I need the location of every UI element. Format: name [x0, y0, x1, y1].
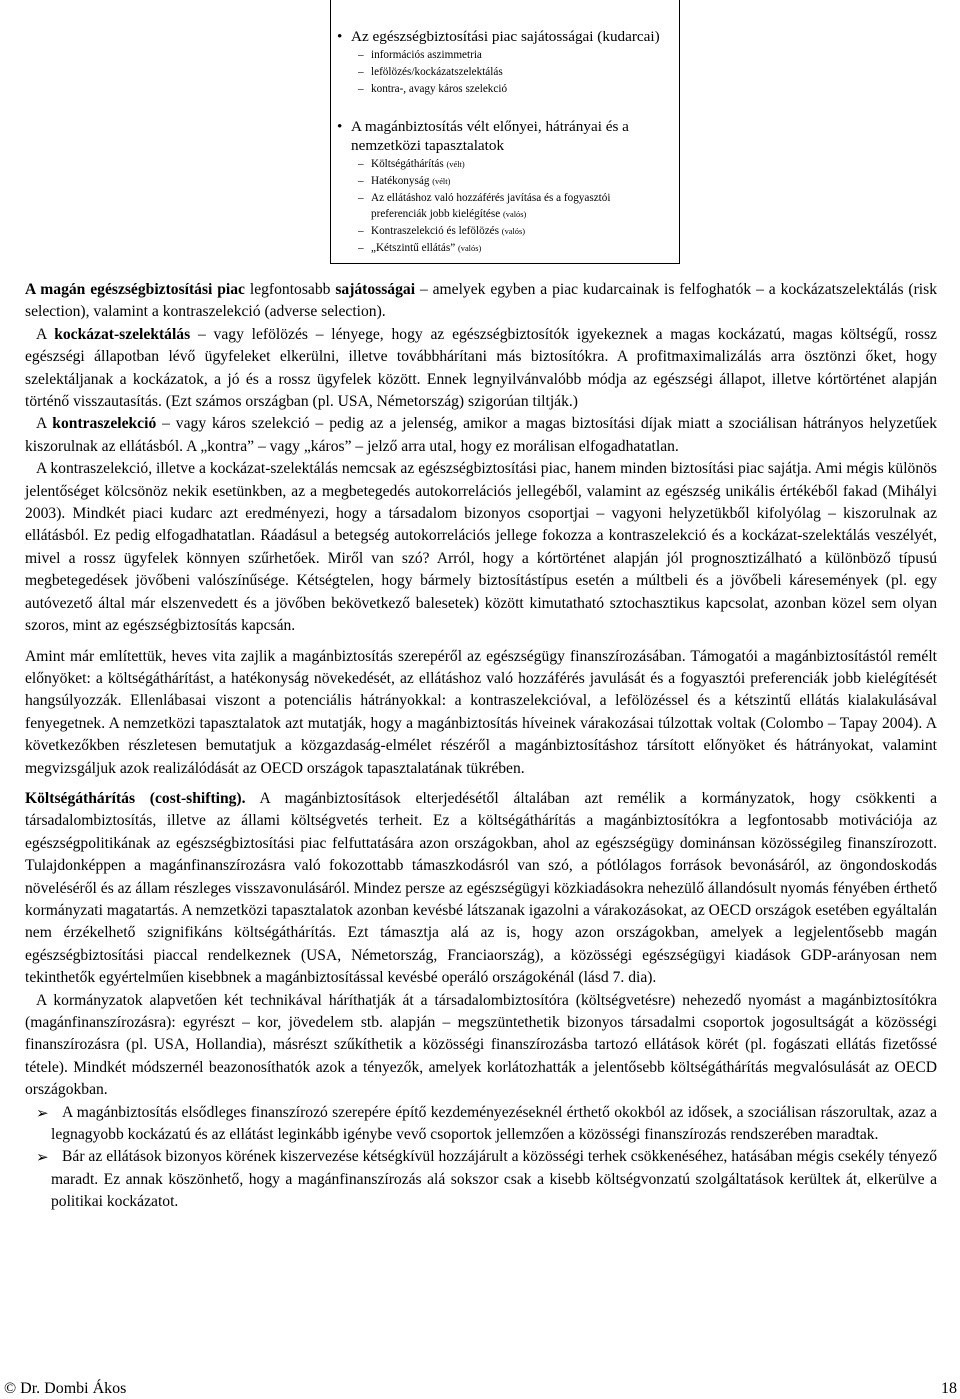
- arrow-bullet-icon: ➢: [36, 1148, 49, 1167]
- slide-section2-item-cont: preferenciák jobb kielégítése (valós): [371, 208, 527, 220]
- list-item: ➢ A magánbiztosítás elsődleges finanszírozó szerepére építő kezdeményezéseknél érthető okokból az idősek, a szociálisan rászorultak, azaz a legnagyobb kockázatú és az ellátást leginkább igénybe vevő csoportok jellemzően a közösségi finanszírozás rendszerében maradtak.: [25, 1102, 937, 1147]
- paragraph: A magán egészségbiztosítási piac legfontosabb sajátosságai – amelyek egyben a piac kudarcainak is felfoghatók – a kockázatszelektálás (risk selection), valamint a kontraszelekció (adverse selection).: [25, 281, 937, 321]
- slide-section2-item: – Hatékonyság (vélt): [371, 174, 450, 189]
- slide-section2-item: – Az ellátáshoz való hozzáférés javítása és a fogyasztói: [371, 191, 611, 205]
- body-text: [25, 279, 937, 1214]
- paragraph: A kontraszelekció, illetve a kockázat-szelektálás nemcsak az egészségbiztosítási piac, hanem minden biztosítási piac sajátja. Ami mégis különös jelentőséget kölcsönöz nekik esetünkben, az a megbetegedés autokorrelációs jellegéből, valamint az egészség unikális értékéből fakad (Mihályi 2003). Mindkét piaci kudarc azt eredményezi, hogy a társadalom bizonyos csoportjai – vagyoni helyzetükből kifolyólag – kiszorulnak az ellátásból. Ez pedig elfogadhatatlan. Ráadásul a betegség autokorrelációs jellege fokozza a kontraszelekció és a kockázat-szelektálás veszélyét, mivel a rossz ügyfelek könnyen szűrhetőek. Miről van szó? Arról, hogy a kórtörténet alapján jól prognosztizálható a különböző típusú megbetegedések jövőbeni valószínűsége. Kétségtelen, hogy bármely biztosítástípus esetén a múltbeli és a jövőbeli káresemények (pl. egy autóvezető által már elszenvedett és a jövőben bekövetkező balesetek) között kimutatható sztochasztikus kapcsolat, azonban közel sem olyan szoros, mint az egészségbiztosítás kapcsán.: [25, 460, 937, 635]
- slide-figure: [330, 0, 680, 264]
- paragraph: A kontraszelekció – vagy káros szelekció – pedig az a jelenség, amikor a magas biztosítási díjak miatt a szociálisan hátrányos helyzetűek kiszorulnak az ellátásból. A „kontra” – vagy „káros” – jelző arra utal, hogy ez morálisan elfogadhatatlan.: [25, 415, 937, 455]
- slide-section2-item: – Költségáthárítás (vélt): [371, 157, 465, 172]
- arrow-bullet-icon: ➢: [36, 1103, 49, 1122]
- slide-section2-title-cont: nemzetközi tapasztalatok: [351, 137, 505, 154]
- slide-section2-item: – „Kétszintű ellátás” (valós): [371, 241, 481, 256]
- slide-section1-item: – lefölözés/kockázatszelektálás: [371, 65, 503, 79]
- footer-author: © Dr. Dombi Ákos: [4, 1380, 127, 1397]
- slide-section1-title: • Az egészségbiztosítási piac sajátosságai (kudarcai): [351, 27, 660, 46]
- page-number: 18: [941, 1380, 957, 1397]
- slide-section1-item: – kontra-, avagy káros szelekció: [371, 82, 507, 96]
- paragraph: Amint már említettük, heves vita zajlik a magánbiztosítás szerepéről az egészségügy finanszírozásában. Támogatói a magánbiztosítástól remélt előnyöket: a költségáthárítást, a hatékonyság növekedését, az ellátáshoz való hozzáférés javulását és a fogyasztói preferenciák jobb kielégítését hangsúlyozzák. Ellenlábasai viszont a potenciális hátrányokkal: a kontraszelekcióval, a lefölözéssel és a kétszintű ellátás kialakulásával fenyegetnek. A nemzetközi tapasztalatok azt mutatják, hogy a magánbiztosítás híveinek várakozásai túlzottak voltak (Colombo – Tapay 2004). A következőkben részletesen bemutatjuk a közgazdaság-elmélet részéről a magánbiztosításhoz társított előnyöket és hátrányokat, valamint megvizsgáljuk azok realizálódását az OECD országok tapasztalatának tükrében.: [25, 647, 937, 777]
- list-item: ➢ Bár az ellátások bizonyos körének kiszervezése kétségkívül hozzájárult a közösségi terhek csökkenéséhez, hatásában mégis csekély tényező maradt. Ez annak köszönhető, hogy a magánfinanszírozás alá sokszor csak a kisebb költségvonzatú szolgáltatások kerültek át, elkerülve a politikai kockázatot.: [25, 1146, 937, 1213]
- slide-section2-item: – Kontraszelekció és lefölözés (valós): [371, 224, 525, 239]
- paragraph: A kormányzatok alapvetően két technikával háríthatják át a társadalombiztosítóra (költségvetésre) nehezedő nyomást a magánbiztosítókra (magánfinanszírozásra): egyrészt – kor, jövedelem stb. alapján – megszüntethetik bizonyos társadalmi csoportok jogosultságát a közösségi finanszírozásra (pl. USA, Hollandia), másrészt szűkíthetik a közösségi finanszírozásba tartozó ellátások körét (pl. fogászati ellátás fizetőssé tétele). Mindkét módszernél beazonosíthatók azok a tényezők, amelyek korlátozhatták a jelentősebb költségáthárítás megvalósulását az OECD országokban.: [25, 991, 937, 1099]
- slide-section2-title: • A magánbiztosítás vélt előnyei, hátrányai és a: [351, 117, 629, 136]
- page-footer: [0, 1378, 960, 1399]
- paragraph: Költségáthárítás (cost-shifting). A magánbiztosítások elterjedésétől általában azt remélik a kormányzatok, hogy csökkenti a társadalombiztosítás, illetve az állami költségvetés terheit. Ez a költségáthárítás a magánbiztosítókra a legfontosabb motivációja az egészségpolitikának az egészségbiztosítási piac felfuttatására azon országokban, ahol az egészségügy dominánsan közösségileg finanszírozott. Tulajdonképpen a magánfinanszírozásra való fokozottabb támaszkodásról van szó, a pótlólagos források bevonásáról, az öngondoskodás növeléséről és az állam részleges visszavonulásáról. Mindez persze az egészségügyi közkiadásokra nehezülő állandósult nyomás fényében érthető kormányzati magatartás. A nemzetközi tapasztalatok azonban kevésbé látszanak igazolni a várakozásokat, az OECD országok esetében egyáltalán nem érzékelhető szignifikáns költségáthárítás. Ezt támasztja alá az is, hogy azon országokban, amelyek a legjelentősebb magán egészségbiztosítási piaccal rendelkeznek (USA, Németország, Franciaország), a közösségi egészségügyi kiadások GDP-arányosan nem tekinthetők egyértelműen kisebbnek a magánbiztosítással kevésbé operáló országokénál (lásd 7. dia).: [25, 789, 938, 987]
- slide-section1-item: – információs aszimmetria: [371, 48, 482, 62]
- paragraph: A kockázat-szelektálás – vagy lefölözés – lényege, hogy az egészségbiztosítók igyekeznek a magas kockázatú, magas költségű, rossz egészségi állapotban lévő ügyfeleket elkerülni, illetve továbbhárítani más biztosítókra. A profitmaximalizálás arra ösztönzi őket, hogy szelektáljanak a kockázatok, a jó és a rossz ügyfelek között. Ennek legnyilvánvalóbb módja az egészségi állapot, illetve kórtörténet alapján történő visszautasítás. (Ezt számos országban (pl. USA, Németország) szigorúan tiltják.): [25, 325, 937, 411]
